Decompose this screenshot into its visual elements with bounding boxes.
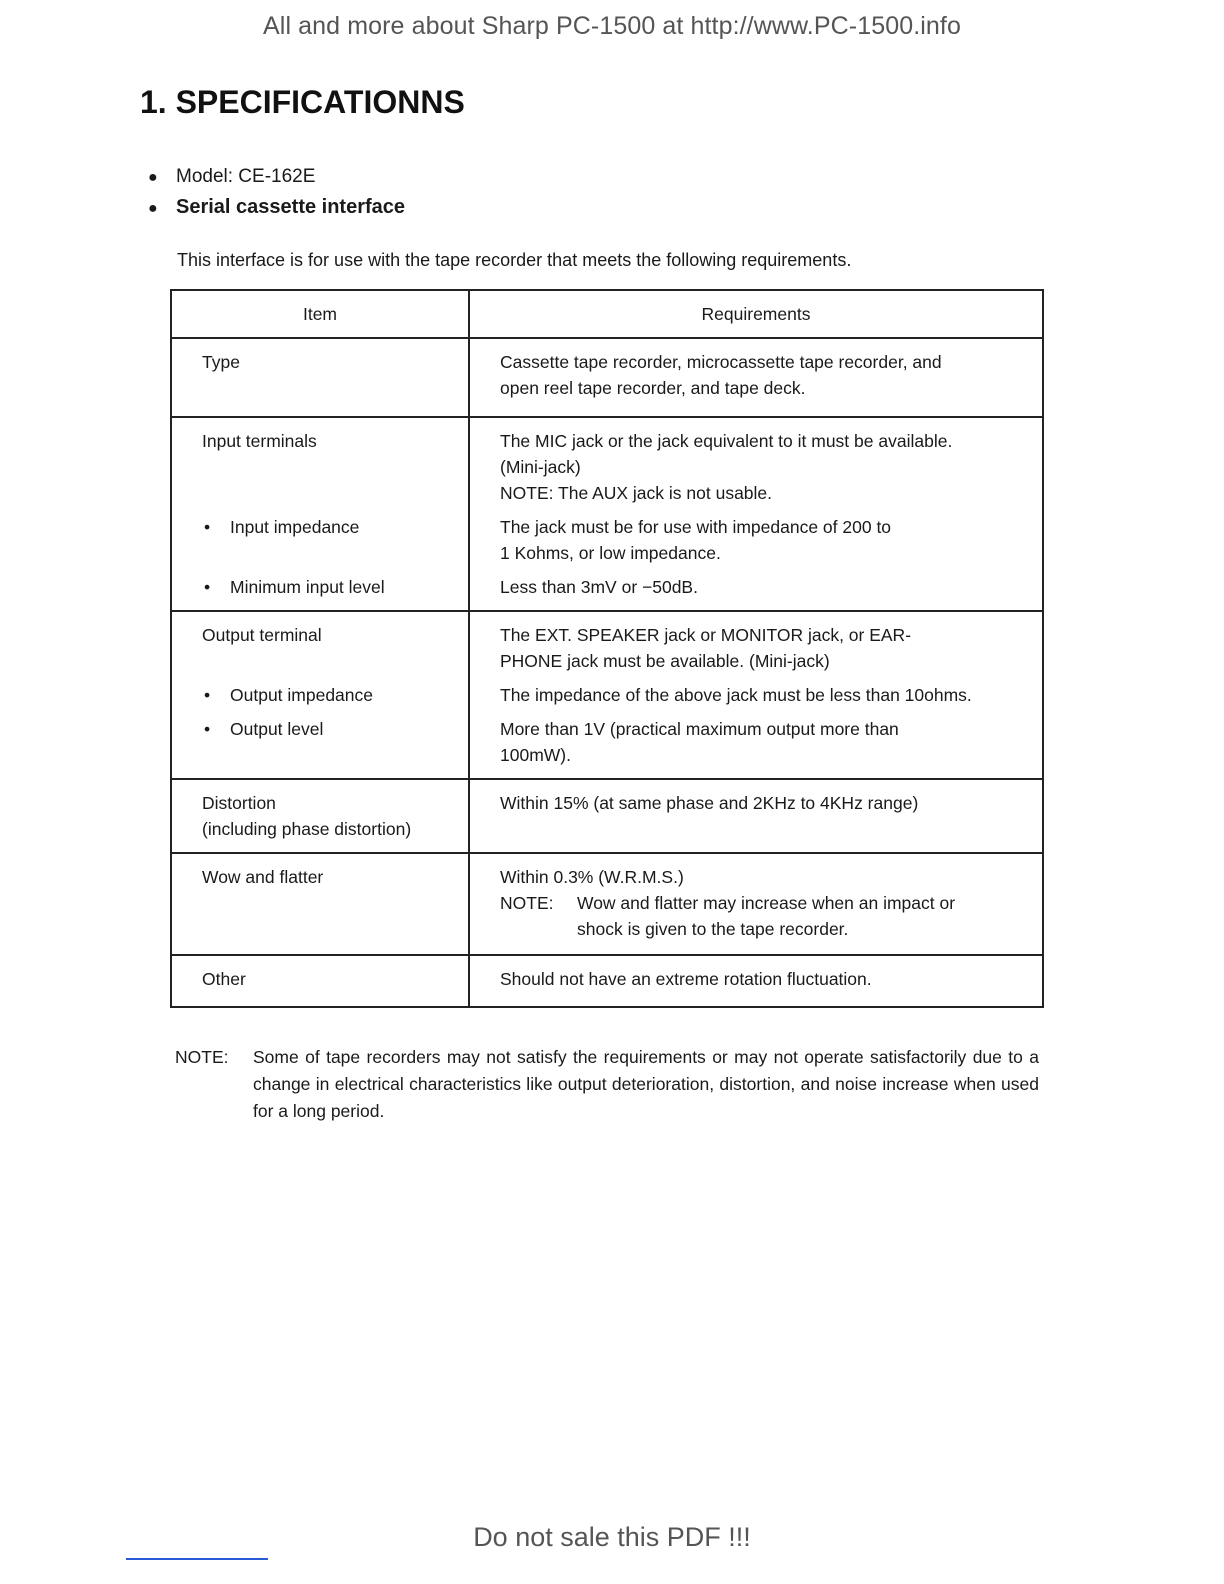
model-label: Model: CE-162E xyxy=(176,166,316,187)
bottom-note xyxy=(175,1044,1039,1125)
bullet-icon: • xyxy=(204,577,211,597)
sub-item xyxy=(202,682,458,708)
table-row-input xyxy=(171,417,1043,611)
note-label: NOTE: xyxy=(175,1047,229,1067)
req-line: The impedance of the above jack must be less than 10ohms. xyxy=(500,685,972,705)
req-line: The EXT. SPEAKER jack or MONITOR jack, or EAR- xyxy=(500,625,912,645)
req-line: Within 15% (at same phase and 2KHz to 4KHz range) xyxy=(500,793,919,813)
req-line: The MIC jack or the jack equivalent to it must be available. xyxy=(500,431,953,451)
item-distortion: Distortion xyxy=(202,793,276,813)
item-cell xyxy=(171,611,469,779)
req-cell xyxy=(469,955,1043,1007)
table-row-wow xyxy=(171,853,1043,955)
footer-divider xyxy=(126,1558,268,1560)
req-line: Cassette tape recorder, microcassette tape recorder, and xyxy=(500,352,942,372)
req-cell xyxy=(469,853,1043,955)
req-cell xyxy=(469,779,1043,853)
interface-label: Serial cassette interface xyxy=(176,196,406,218)
item-cell xyxy=(171,853,469,955)
req-cell xyxy=(469,417,1043,611)
bullet-icon: • xyxy=(204,517,211,537)
item-distortion-sub: (including phase distortion) xyxy=(202,819,412,839)
bullet-icon: ● xyxy=(148,169,158,186)
req-line: Should not have an extreme rotation fluctuation. xyxy=(500,969,872,989)
item-min-input-level: Minimum input level xyxy=(230,577,385,597)
bullet-icon: • xyxy=(204,685,211,705)
req-line: Less than 3mV or −50dB. xyxy=(500,577,698,597)
note-label: NOTE: xyxy=(500,893,554,913)
header-banner: All and more about Sharp PC-1500 at http://www.PC-1500.info xyxy=(263,12,961,40)
note-line: Wow and flatter may increase when an impact or xyxy=(577,893,956,913)
req-line: The jack must be for use with impedance of 200 to xyxy=(500,517,892,537)
req-cell xyxy=(469,338,1043,417)
item-output-impedance: Output impedance xyxy=(230,685,374,705)
req-cell xyxy=(469,611,1043,779)
bullet-icon: ● xyxy=(148,200,158,217)
item-cell xyxy=(171,338,469,417)
note-text: Some of tape recorders may not satisfy the requirements or may not operate satisfactorily due to a change in electrical characteristics like output deterioration, distortion, and noise increase when used for a long period. xyxy=(253,1047,1039,1121)
page-title: 1. SPECIFICATIONNS xyxy=(140,84,465,120)
item-cell xyxy=(171,955,469,1007)
note-line: shock is given to the tape recorder. xyxy=(577,919,849,939)
item-output-terminal: Output terminal xyxy=(202,625,322,645)
bullet-icon: • xyxy=(204,719,211,739)
req-line: 100mW). xyxy=(500,745,571,765)
item-cell xyxy=(171,779,469,853)
table-row-other xyxy=(171,955,1043,1007)
intro-text: This interface is for use with the tape recorder that meets the following requirements. xyxy=(177,250,852,270)
table-header-row xyxy=(171,290,1043,338)
item-wow: Wow and flatter xyxy=(202,867,324,887)
header-item: Item xyxy=(171,290,469,338)
item-other: Other xyxy=(202,969,246,989)
item-input-impedance: Input impedance xyxy=(230,517,360,537)
footer-banner: Do not sale this PDF !!! xyxy=(473,1522,751,1552)
header-requirements: Requirements xyxy=(469,290,1043,338)
sub-item xyxy=(202,514,458,540)
req-line: NOTE: The AUX jack is not usable. xyxy=(500,483,773,503)
spec-table xyxy=(170,289,1044,1008)
item-cell xyxy=(171,417,469,611)
req-line: 1 Kohms, or low impedance. xyxy=(500,543,721,563)
table-row-distortion xyxy=(171,779,1043,853)
req-line: PHONE jack must be available. (Mini-jack) xyxy=(500,651,830,671)
req-line: open reel tape recorder, and tape deck. xyxy=(500,378,806,398)
item-type: Type xyxy=(202,352,240,372)
table-row-output xyxy=(171,611,1043,779)
req-line: More than 1V (practical maximum output more than xyxy=(500,719,899,739)
req-line: Within 0.3% (W.R.M.S.) xyxy=(500,867,684,887)
wow-note xyxy=(500,890,1022,942)
table-row-type xyxy=(171,338,1043,417)
sub-item xyxy=(202,574,458,600)
sub-item xyxy=(202,716,458,742)
interface-bullet xyxy=(148,196,405,219)
req-line: (Mini-jack) xyxy=(500,457,581,477)
item-output-level: Output level xyxy=(230,719,324,739)
model-bullet xyxy=(148,166,315,188)
item-input-terminals: Input terminals xyxy=(202,431,317,451)
